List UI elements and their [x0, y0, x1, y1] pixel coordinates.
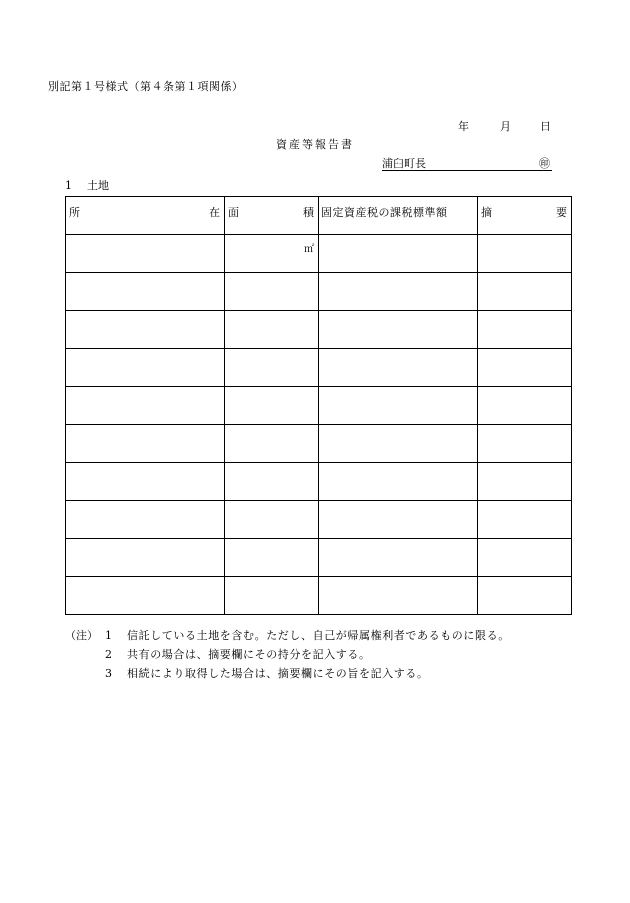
table-row	[66, 273, 572, 311]
note-number: 2	[105, 648, 112, 661]
area-cell[interactable]	[225, 425, 319, 463]
tax-base-cell[interactable]	[319, 235, 478, 273]
remarks-cell[interactable]	[478, 539, 572, 577]
tax-base-cell[interactable]	[319, 501, 478, 539]
tax-base-cell[interactable]	[319, 463, 478, 501]
note-text: 信託している土地を含む。ただし、自己が帰属権利者であるものに限る。	[127, 629, 510, 642]
tax-base-header: 固定資産税の課税標準額	[319, 197, 478, 235]
location-cell[interactable]	[66, 539, 225, 577]
addressee-line	[382, 155, 552, 171]
addressee-name: 浦臼町長	[382, 157, 426, 170]
remarks-cell[interactable]	[478, 311, 572, 349]
remarks-header: 摘 要	[478, 197, 572, 235]
area-cell[interactable]	[225, 387, 319, 425]
location-cell[interactable]	[66, 387, 225, 425]
area-unit: ㎡	[304, 244, 314, 255]
area-cell[interactable]	[225, 349, 319, 387]
tax-base-cell[interactable]	[319, 577, 478, 615]
area-cell[interactable]	[225, 501, 319, 539]
area-header: 面 積	[225, 197, 319, 235]
section-number: 1	[65, 179, 72, 192]
remarks-cell[interactable]	[478, 501, 572, 539]
table-row	[66, 349, 572, 387]
table-row	[66, 235, 572, 273]
area-cell[interactable]	[225, 463, 319, 501]
area-cell[interactable]	[225, 539, 319, 577]
remarks-cell[interactable]	[478, 387, 572, 425]
table-row	[66, 387, 572, 425]
location-cell[interactable]	[66, 349, 225, 387]
seal-mark: ㊞	[539, 157, 550, 170]
section-title: 土地	[87, 179, 109, 192]
remarks-cell[interactable]	[478, 235, 572, 273]
location-cell[interactable]	[66, 463, 225, 501]
location-header: 所 在	[66, 197, 225, 235]
table-row	[66, 501, 572, 539]
area-cell[interactable]	[225, 273, 319, 311]
date-day-label: 日	[540, 120, 551, 133]
date-year-label: 年	[458, 120, 469, 133]
tax-base-cell[interactable]	[319, 387, 478, 425]
notes-prefix: （注）	[65, 629, 98, 642]
table-row	[66, 577, 572, 615]
section-heading	[65, 177, 109, 193]
table-body	[66, 235, 572, 615]
remarks-cell[interactable]	[478, 577, 572, 615]
location-cell[interactable]	[66, 501, 225, 539]
remarks-cell[interactable]	[478, 349, 572, 387]
table-row	[66, 425, 572, 463]
remarks-cell[interactable]	[478, 273, 572, 311]
area-cell[interactable]	[225, 577, 319, 615]
location-cell[interactable]	[66, 273, 225, 311]
tax-base-cell[interactable]	[319, 311, 478, 349]
tax-base-cell[interactable]	[319, 539, 478, 577]
tax-base-cell[interactable]	[319, 349, 478, 387]
note-text: 相続により取得した場合は、摘要欄にその旨を記入する。	[127, 667, 429, 680]
form-identifier: 別記第１号様式（第４条第１項関係）	[48, 80, 244, 93]
tax-base-cell[interactable]	[319, 273, 478, 311]
remarks-cell[interactable]	[478, 425, 572, 463]
location-cell[interactable]	[66, 235, 225, 273]
area-cell[interactable]	[225, 311, 319, 349]
document-title: 資産等報告書	[276, 138, 354, 151]
table-header-row	[66, 197, 572, 235]
area-cell[interactable]	[225, 235, 319, 273]
location-cell[interactable]	[66, 577, 225, 615]
remarks-cell[interactable]	[478, 463, 572, 501]
tax-base-cell[interactable]	[319, 425, 478, 463]
date-month-label: 月	[500, 120, 511, 133]
table-row	[66, 539, 572, 577]
note-number: 1	[105, 629, 112, 642]
table-row	[66, 311, 572, 349]
location-cell[interactable]	[66, 311, 225, 349]
location-cell[interactable]	[66, 425, 225, 463]
table-row	[66, 463, 572, 501]
note-number: 3	[105, 667, 112, 680]
land-table	[65, 196, 572, 615]
note-text: 共有の場合は、摘要欄にその持分を記入する。	[127, 648, 371, 661]
